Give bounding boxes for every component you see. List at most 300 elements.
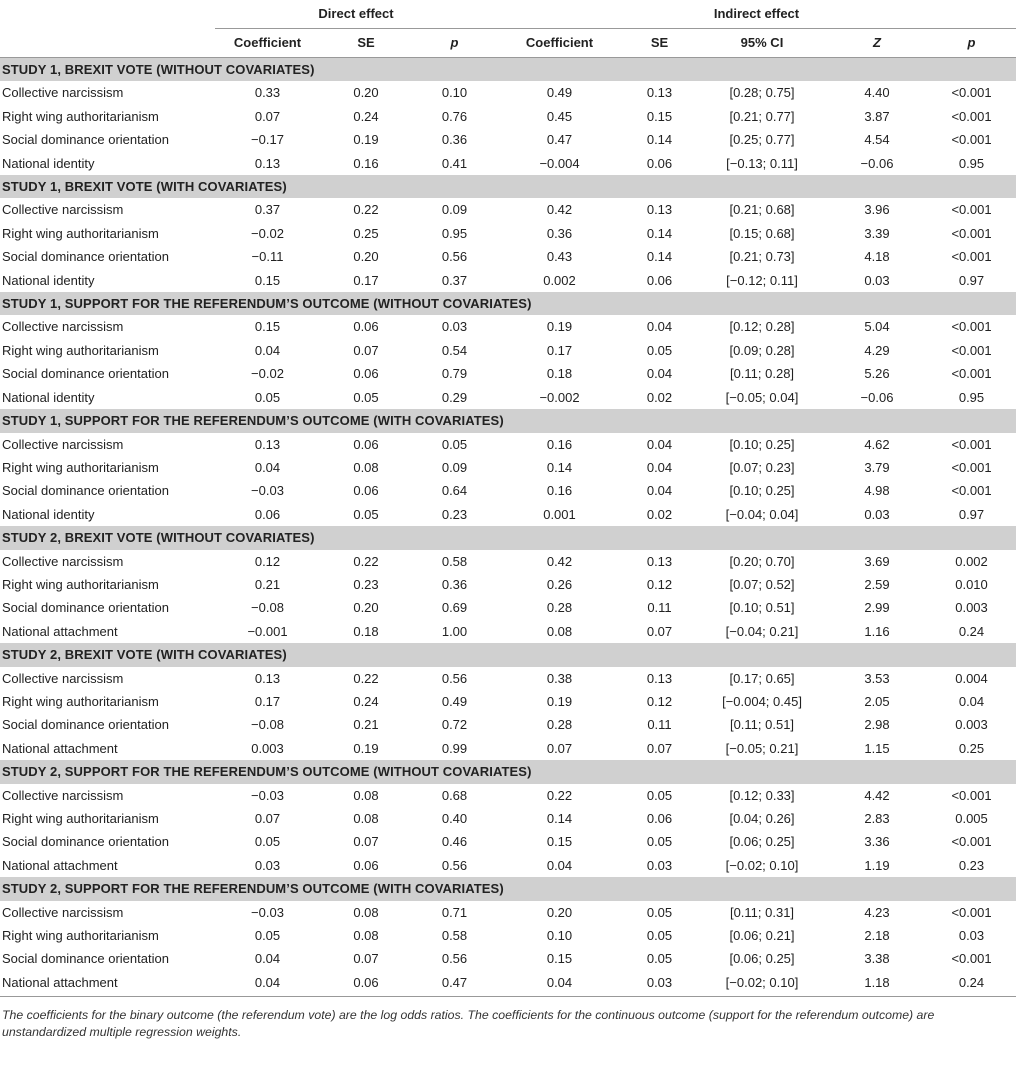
table-row [0, 947, 1016, 970]
table-cell: 5.04 [864, 319, 890, 335]
table-cell: 0.99 [441, 740, 468, 756]
table-cell: 0.25 [958, 740, 985, 756]
row-label: National attachment [2, 857, 118, 873]
table-cell: 0.16 [546, 436, 573, 452]
table-cell: 0.04 [254, 342, 281, 358]
row-label: Right wing authoritarianism [2, 576, 159, 592]
table-cell: [0.25; 0.77] [729, 132, 795, 148]
table-cell: 0.16 [353, 155, 379, 171]
table-cell: 0.05 [646, 834, 673, 850]
section-title: STUDY 2, SUPPORT FOR THE REFERENDUM’S OUTCOME (WITH COVARIATES) [0, 877, 1016, 900]
table-cell: 2.18 [864, 928, 890, 944]
table-cell: <0.001 [951, 249, 992, 265]
table-cell: 0.28 [546, 600, 573, 616]
table-cell: 0.45 [546, 108, 573, 124]
table-cell: −0.06 [860, 389, 894, 405]
table-cell: 0.16 [546, 483, 573, 499]
table-cell: <0.001 [951, 108, 992, 124]
table-cell: [0.21; 0.68] [729, 202, 795, 218]
table-cell: 4.42 [864, 787, 890, 803]
section-header-row [0, 760, 1016, 783]
table-cell: 0.56 [441, 670, 468, 686]
table-cell: 0.97 [958, 506, 985, 522]
table-row [0, 222, 1016, 245]
section-title: STUDY 1, BREXIT VOTE (WITH COVARIATES) [0, 175, 1016, 198]
table-cell: 0.08 [353, 811, 379, 826]
table-cell: 0.17 [546, 342, 573, 358]
table-cell: <0.001 [951, 483, 992, 499]
indirect-effect-header: Indirect effect [497, 0, 1016, 29]
table-cell: [0.11; 0.31] [729, 904, 795, 920]
table-cell: [0.17; 0.65] [729, 670, 795, 686]
row-label: Collective narcissism [2, 436, 124, 452]
table-cell: 0.13 [254, 436, 281, 452]
table-cell: 0.13 [646, 670, 673, 686]
table-cell: 0.14 [646, 132, 673, 148]
table-row [0, 105, 1016, 128]
table-cell: 0.18 [546, 366, 573, 382]
table-cell: [−0.12; 0.11] [726, 272, 798, 288]
table-cell: 0.13 [254, 155, 281, 171]
table-cell: 0.02 [646, 389, 673, 405]
table-cell: 0.05 [646, 342, 673, 358]
table-cell: 0.24 [353, 108, 379, 124]
row-label: National attachment [2, 623, 118, 639]
row-label: Right wing authoritarianism [2, 693, 159, 709]
table-cell: 3.39 [864, 225, 890, 241]
table-cell: 0.05 [254, 389, 281, 405]
section-header-row [0, 292, 1016, 315]
table-cell: 0.79 [441, 366, 468, 382]
table-row [0, 901, 1016, 924]
row-label: Social dominance orientation [2, 717, 169, 733]
table-cell: 0.04 [646, 319, 673, 335]
table-cell: 0.12 [646, 576, 673, 592]
table-row [0, 456, 1016, 479]
col-header-indirect-p: p [927, 29, 1016, 58]
table-cell: 0.20 [353, 85, 379, 101]
table-row [0, 550, 1016, 573]
table-cell: 0.68 [441, 787, 468, 803]
table-cell: [0.10; 0.25] [729, 483, 795, 499]
direct-effect-header: Direct effect [215, 0, 497, 29]
table-cell: 0.29 [441, 389, 468, 405]
table-cell: 4.18 [864, 249, 890, 265]
table-cell: 0.23 [441, 506, 468, 522]
table-cell: 0.20 [353, 600, 379, 616]
table-row [0, 245, 1016, 268]
table-row [0, 128, 1016, 151]
table-cell: −0.17 [251, 132, 284, 148]
table-cell: [0.07; 0.23] [729, 459, 795, 475]
table-cell: 0.07 [353, 834, 379, 850]
table-cell: [0.21; 0.77] [729, 108, 795, 124]
table-cell: −0.002 [539, 389, 580, 405]
table-cell: 0.76 [441, 108, 468, 124]
table-cell: 0.06 [353, 319, 379, 335]
table-body [0, 58, 1016, 995]
table-cell: 0.69 [441, 600, 468, 616]
table-row [0, 854, 1016, 877]
table-cell: <0.001 [951, 202, 992, 218]
table-cell: 3.87 [864, 108, 890, 124]
table-cell: 1.00 [441, 623, 468, 639]
table-cell: 0.002 [955, 553, 988, 569]
table-cell: 0.06 [353, 436, 379, 452]
col-header-direct-p: p [412, 29, 497, 58]
table-row [0, 198, 1016, 221]
row-label: National identity [2, 389, 95, 405]
table-cell: 1.15 [864, 740, 890, 756]
table-cell: 0.22 [353, 670, 379, 686]
table-cell: [0.10; 0.25] [729, 436, 795, 452]
table-cell: 0.20 [546, 904, 573, 920]
table-cell: 0.37 [441, 272, 468, 288]
table-cell: 0.38 [546, 670, 573, 686]
table-cell: 0.13 [254, 670, 281, 686]
col-header-indirect-coefficient: Coefficient [497, 29, 622, 58]
table-cell: 0.05 [646, 904, 673, 920]
table-cell: 0.001 [543, 506, 576, 522]
table-cell: [0.07; 0.52] [729, 576, 795, 592]
table-cell: [−0.02; 0.10] [725, 974, 799, 990]
table-cell: 0.15 [254, 319, 281, 335]
table-cell: [0.15; 0.68] [729, 225, 795, 241]
row-label: Right wing authoritarianism [2, 459, 159, 475]
table-cell: −0.03 [251, 483, 284, 499]
table-cell: [0.28; 0.75] [729, 85, 795, 101]
table-cell: 0.003 [955, 600, 988, 616]
table-row [0, 315, 1016, 338]
row-label: Right wing authoritarianism [2, 811, 159, 826]
table-cell: <0.001 [951, 904, 992, 920]
table-cell: 0.40 [441, 811, 468, 826]
table-cell: 0.12 [646, 693, 673, 709]
table-cell: 0.95 [441, 225, 468, 241]
table-cell: <0.001 [951, 342, 992, 358]
section-title: STUDY 2, BREXIT VOTE (WITH COVARIATES) [0, 643, 1016, 666]
table-cell: 3.79 [864, 459, 890, 475]
table-cell: [0.20; 0.70] [729, 553, 795, 569]
table-cell: [−0.004; 0.45] [722, 693, 802, 709]
table-cell: 0.06 [646, 155, 673, 171]
table-cell: 4.98 [864, 483, 890, 499]
table-cell: 0.49 [441, 693, 468, 709]
table-cell: 0.05 [441, 436, 468, 452]
table-cell: −0.11 [251, 249, 284, 265]
table-cell: −0.08 [251, 717, 284, 733]
table-cell: 0.13 [646, 553, 673, 569]
table-row [0, 152, 1016, 175]
table-cell: 0.22 [353, 202, 379, 218]
col-header-indirect-z: Z [827, 29, 927, 58]
table-cell: [0.12; 0.28] [729, 319, 795, 335]
table-cell: <0.001 [951, 951, 992, 967]
col-header-indirect-se: SE [622, 29, 697, 58]
section-title: STUDY 2, BREXIT VOTE (WITHOUT COVARIATES) [0, 526, 1016, 549]
table-cell: 0.09 [441, 459, 468, 475]
table-cell: 0.21 [353, 717, 379, 733]
table-cell: 0.06 [353, 366, 379, 382]
table-cell: 0.04 [646, 366, 673, 382]
table-row [0, 620, 1016, 643]
table-cell: 0.04 [254, 459, 281, 475]
table-cell: 0.37 [254, 202, 281, 218]
table-cell: 0.010 [955, 576, 988, 592]
table-row [0, 924, 1016, 947]
section-title: STUDY 1, SUPPORT FOR THE REFERENDUM’S OUTCOME (WITHOUT COVARIATES) [0, 292, 1016, 315]
table-cell: 0.07 [254, 811, 281, 826]
table-cell: 0.19 [546, 319, 573, 335]
table-cell: 0.46 [441, 834, 468, 850]
table-cell: 0.06 [646, 811, 673, 826]
row-label: Right wing authoritarianism [2, 342, 159, 358]
table-cell: [0.06; 0.25] [729, 834, 795, 850]
table-row [0, 573, 1016, 596]
table-cell: 0.36 [546, 225, 573, 241]
table-cell: 0.56 [441, 951, 468, 967]
table-row [0, 596, 1016, 619]
table-cell: 0.05 [353, 506, 379, 522]
section-title: STUDY 1, SUPPORT FOR THE REFERENDUM’S OUTCOME (WITH COVARIATES) [0, 409, 1016, 432]
row-label: Social dominance orientation [2, 834, 169, 850]
table-cell: 4.23 [864, 904, 890, 920]
col-header-indirect-ci: 95% CI [697, 29, 827, 58]
table-cell: 2.83 [864, 811, 890, 826]
table-cell: 0.03 [254, 857, 281, 873]
table-cell: 0.18 [353, 623, 379, 639]
table-cell: [0.12; 0.33] [729, 787, 795, 803]
table-cell: 0.58 [441, 553, 468, 569]
table-row [0, 269, 1016, 292]
table-cell: [−0.04; 0.04] [725, 506, 799, 522]
table-row [0, 362, 1016, 385]
table-cell: 0.05 [254, 928, 281, 944]
table-cell: 3.96 [864, 202, 890, 218]
row-label: National attachment [2, 974, 118, 990]
table-cell: 0.22 [353, 553, 379, 569]
table-cell: 0.10 [546, 928, 573, 944]
table-cell: 0.04 [254, 951, 281, 967]
table-cell: 0.14 [546, 459, 573, 475]
table-cell: 0.95 [958, 155, 985, 171]
table-row [0, 503, 1016, 526]
table-cell: 0.58 [441, 928, 468, 944]
table-cell: 0.14 [646, 225, 673, 241]
table-cell: −0.02 [251, 225, 284, 241]
table-cell: 0.14 [646, 249, 673, 265]
table-cell: 0.19 [546, 693, 573, 709]
table-cell: 0.04 [646, 459, 673, 475]
section-header-row [0, 409, 1016, 432]
row-label: Collective narcissism [2, 85, 124, 101]
row-label: Social dominance orientation [2, 951, 169, 967]
table-cell: <0.001 [951, 319, 992, 335]
section-header-row [0, 877, 1016, 900]
table-cell: 0.08 [353, 787, 379, 803]
table-row [0, 971, 1016, 994]
table-cell: 0.03 [864, 506, 890, 522]
table-cell: 0.07 [353, 342, 379, 358]
table-cell: [−0.04; 0.21] [725, 623, 799, 639]
table-cell: 0.19 [353, 740, 379, 756]
table-row [0, 830, 1016, 853]
table-cell: 0.09 [441, 202, 468, 218]
table-cell: <0.001 [951, 436, 992, 452]
table-cell: 0.11 [647, 600, 672, 616]
table-cell: 0.005 [955, 811, 988, 826]
table-cell: 0.49 [546, 85, 573, 101]
table-cell: 0.03 [646, 974, 673, 990]
table-cell: 0.07 [646, 740, 673, 756]
table-cell: −0.004 [539, 155, 580, 171]
table-cell: 0.002 [543, 272, 576, 288]
table-cell: 0.33 [254, 85, 281, 101]
table-cell: 0.13 [646, 202, 673, 218]
table-cell: 0.07 [546, 740, 573, 756]
table-cell: −0.03 [251, 904, 284, 920]
table-cell: 0.42 [546, 553, 573, 569]
row-label: Collective narcissism [2, 670, 124, 686]
table-cell: 0.64 [441, 483, 468, 499]
table-cell: [0.09; 0.28] [729, 342, 795, 358]
table-cell: [0.06; 0.21] [729, 928, 795, 944]
table-cell: 0.42 [546, 202, 573, 218]
table-cell: 0.36 [441, 132, 468, 148]
row-label: Social dominance orientation [2, 132, 169, 148]
table-cell: 2.98 [864, 717, 890, 733]
section-header-row [0, 643, 1016, 666]
column-header-row [0, 29, 1016, 58]
table-cell: 0.15 [546, 834, 573, 850]
row-label: Collective narcissism [2, 553, 124, 569]
table-cell: 1.16 [864, 623, 890, 639]
table-footnote: The coefficients for the binary outcome (the referendum vote) are the log odds ratios. The coefficients for the continuous outcome (support for the referendum outcome) are unstandardized multiple regression weights. [0, 996, 1016, 1041]
table-cell: 0.24 [958, 623, 985, 639]
section-header-row [0, 526, 1016, 549]
row-label: Right wing authoritarianism [2, 108, 159, 124]
table-cell: 0.08 [353, 928, 379, 944]
table-cell: 4.54 [864, 132, 890, 148]
section-header-row [0, 58, 1016, 82]
table-cell: 3.69 [864, 553, 890, 569]
table-cell: 2.59 [864, 576, 890, 592]
row-label: Collective narcissism [2, 202, 124, 218]
table-cell: 0.07 [254, 108, 281, 124]
table-cell: 0.14 [546, 811, 573, 826]
table-cell: 4.29 [864, 342, 890, 358]
row-label: National identity [2, 155, 95, 171]
table-cell: 0.05 [646, 951, 673, 967]
table-cell: 0.23 [958, 857, 985, 873]
row-label: Social dominance orientation [2, 600, 169, 616]
table-cell: 3.53 [864, 670, 890, 686]
table-cell: 0.24 [958, 974, 985, 990]
table-cell: −0.06 [860, 155, 894, 171]
table-cell: 0.15 [646, 108, 673, 124]
table-cell: [0.11; 0.51] [729, 717, 795, 733]
table-cell: 0.56 [441, 249, 468, 265]
table-cell: −0.03 [251, 787, 284, 803]
table-cell: 0.54 [441, 342, 468, 358]
table-cell: 0.05 [353, 389, 379, 405]
table-cell: 0.15 [254, 272, 281, 288]
table-cell: 0.13 [646, 85, 673, 101]
row-label: National attachment [2, 740, 118, 756]
table-cell: 0.07 [353, 951, 379, 967]
table-cell: 0.47 [441, 974, 468, 990]
table-cell: 0.15 [546, 951, 573, 967]
table-row [0, 479, 1016, 502]
table-row [0, 713, 1016, 736]
table-cell: 0.07 [646, 623, 673, 639]
table-cell: 0.06 [353, 974, 379, 990]
table-cell: 0.71 [441, 904, 468, 920]
table-cell: 0.21 [254, 576, 281, 592]
row-label: Social dominance orientation [2, 483, 169, 499]
row-label: Right wing authoritarianism [2, 928, 159, 944]
table-cell: [0.06; 0.25] [729, 951, 795, 967]
table-row [0, 81, 1016, 104]
table-cell: 0.23 [353, 576, 379, 592]
table-cell: 0.04 [546, 974, 573, 990]
table-row [0, 807, 1016, 830]
table-cell: 0.02 [646, 506, 673, 522]
section-header-row [0, 175, 1016, 198]
table-cell: 0.72 [441, 717, 468, 733]
col-header-direct-coefficient: Coefficient [215, 29, 320, 58]
table-cell: <0.001 [951, 225, 992, 241]
table-cell: 4.40 [864, 85, 890, 101]
table-cell: 0.22 [546, 787, 573, 803]
table-cell: 2.05 [864, 693, 890, 709]
table-cell: 0.28 [546, 717, 573, 733]
table-cell: [0.10; 0.51] [729, 600, 795, 616]
row-label: Social dominance orientation [2, 366, 169, 382]
table-cell: [0.21; 0.73] [729, 249, 795, 265]
table-cell: 0.41 [441, 155, 468, 171]
table-cell: 0.04 [546, 857, 573, 873]
table-row [0, 690, 1016, 713]
table-cell: [0.04; 0.26] [729, 811, 795, 826]
table-cell: 0.19 [353, 132, 379, 148]
row-label: Collective narcissism [2, 904, 124, 920]
table-cell: 0.04 [646, 436, 673, 452]
table-cell: 0.05 [646, 928, 673, 944]
col-header-direct-se: SE [320, 29, 412, 58]
table-cell: 0.47 [546, 132, 573, 148]
table-cell: 0.11 [647, 717, 672, 733]
table-row [0, 667, 1016, 690]
table-cell: 0.06 [353, 483, 379, 499]
table-cell: −0.08 [251, 600, 284, 616]
table-cell: 0.04 [646, 483, 673, 499]
table-row [0, 784, 1016, 807]
table-cell: 0.03 [864, 272, 890, 288]
table-cell: 0.97 [958, 272, 985, 288]
table-cell: <0.001 [951, 787, 992, 803]
table-row [0, 386, 1016, 409]
table-cell: 0.56 [441, 857, 468, 873]
row-label: Social dominance orientation [2, 249, 169, 265]
table-cell: <0.001 [951, 834, 992, 850]
table-cell: <0.001 [951, 85, 992, 101]
table-cell: 0.26 [546, 576, 573, 592]
table-cell: 0.04 [958, 693, 985, 709]
table-cell: 0.003 [955, 717, 988, 733]
table-cell: 1.18 [864, 974, 890, 990]
row-label: National identity [2, 272, 95, 288]
